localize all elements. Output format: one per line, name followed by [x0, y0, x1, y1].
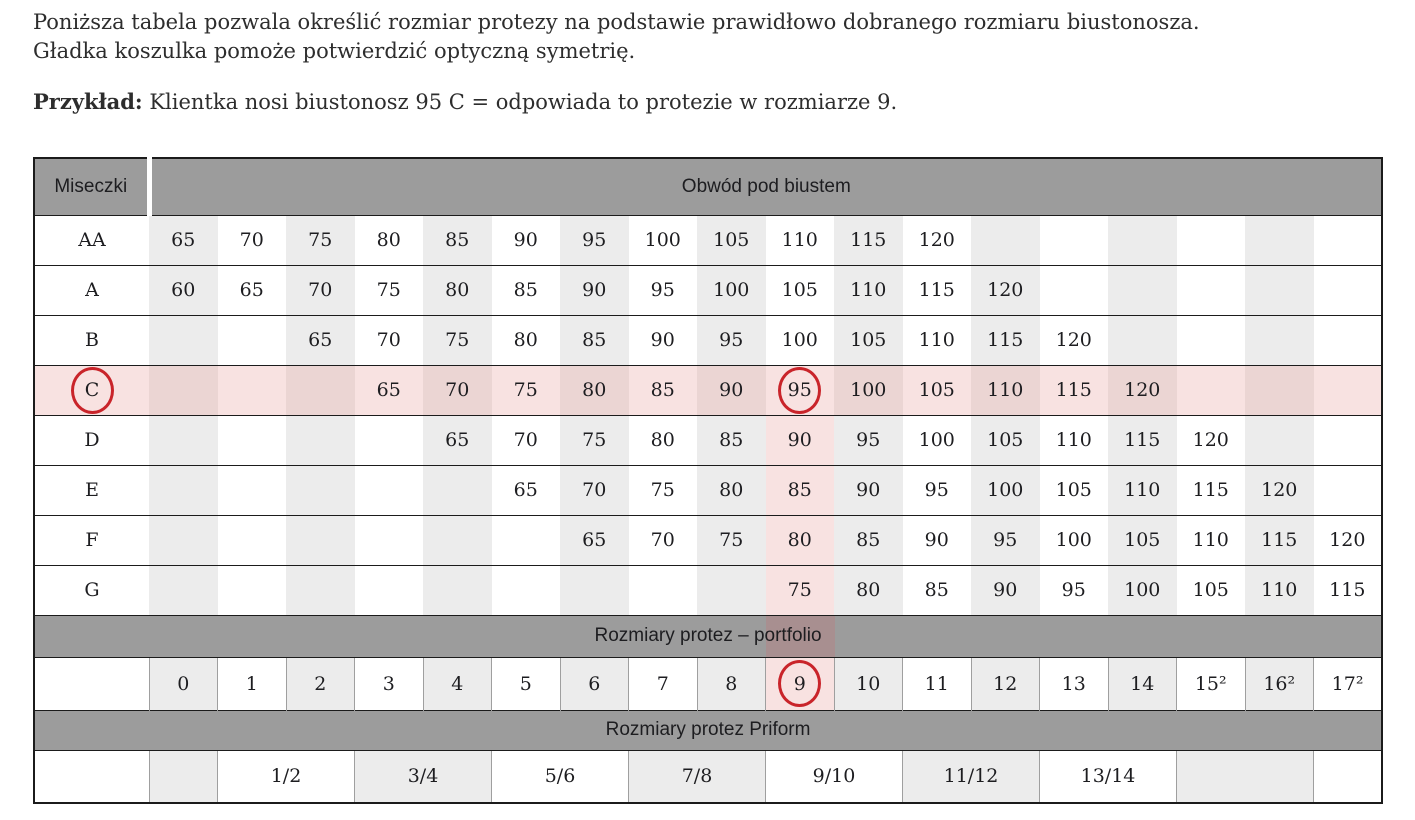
size-cell [218, 415, 287, 465]
size-cell: 105 [1108, 515, 1177, 565]
priform-label-empty [34, 750, 149, 803]
size-cell: 95 [560, 215, 629, 265]
size-cell [1245, 315, 1314, 365]
portfolio-cell: 0 [149, 657, 218, 710]
cup-row-G [34, 565, 1382, 615]
size-cell [218, 565, 287, 615]
size-cell [1314, 415, 1383, 465]
example-label: Przykład: [33, 89, 143, 114]
priform-cell: 13/14 [1040, 750, 1177, 803]
highlight-circle: 9 [778, 660, 821, 707]
size-cell: 65 [492, 465, 561, 515]
size-cell: 65 [423, 415, 492, 465]
size-cell: 70 [629, 515, 698, 565]
portfolio-cell: 10 [834, 657, 903, 710]
portfolio-cell: 13 [1040, 657, 1109, 710]
portfolio-cell: 16² [1245, 657, 1314, 710]
size-cell: 110 [766, 215, 835, 265]
size-cell: 120 [1108, 365, 1177, 415]
size-cell: 110 [1245, 565, 1314, 615]
size-cell: 75 [560, 415, 629, 465]
size-cell [149, 415, 218, 465]
size-cell: 120 [1040, 315, 1109, 365]
size-cell [355, 415, 424, 465]
portfolio-cell: 7 [629, 657, 698, 710]
size-cell: 85 [492, 265, 561, 315]
highlight-circle: C [71, 367, 114, 414]
priform-cell: 3/4 [355, 750, 492, 803]
band-header-priform: Rozmiary protez Priform [34, 710, 1382, 750]
size-cell: 85 [766, 465, 835, 515]
portfolio-cell: 8 [697, 657, 766, 710]
size-cell [1245, 415, 1314, 465]
size-cell [286, 465, 355, 515]
portfolio-cell: 1 [218, 657, 287, 710]
size-cell: 100 [697, 265, 766, 315]
portfolio-cell: 12 [971, 657, 1040, 710]
size-cell: 75 [629, 465, 698, 515]
size-cell: 70 [286, 265, 355, 315]
cup-label-B: B [34, 315, 149, 365]
size-cell: 90 [697, 365, 766, 415]
cup-row-C [34, 365, 1382, 415]
cup-label-AA: AA [34, 215, 149, 265]
priform-cell [149, 750, 218, 803]
size-cell: 85 [560, 315, 629, 365]
size-cell: 110 [1040, 415, 1109, 465]
intro-line-2: Gładka koszulka pomoże potwierdzić optyczną symetrię. [33, 39, 636, 63]
size-cell: 105 [903, 365, 972, 415]
size-cell [1314, 265, 1383, 315]
size-cell: 100 [903, 415, 972, 465]
size-cell: 105 [697, 215, 766, 265]
size-cell: 120 [1314, 515, 1383, 565]
size-cell: 80 [560, 365, 629, 415]
size-cell: 105 [834, 315, 903, 365]
size-cell [629, 565, 698, 615]
highlight-circle: 95 [778, 367, 821, 414]
size-cell: 105 [1040, 465, 1109, 515]
size-cell: 75 [355, 265, 424, 315]
size-cell [1177, 315, 1246, 365]
size-cell [423, 515, 492, 565]
size-cell [355, 515, 424, 565]
intro-line-1: Poniższa tabela pozwala określić rozmiar protezy na podstawie prawidłowo dobranego rozmiaru biustonosza. [33, 10, 1200, 34]
size-cell: 65 [355, 365, 424, 415]
priform-cell [1177, 750, 1314, 803]
priform-cell: 1/2 [218, 750, 355, 803]
priform-cell: 7/8 [629, 750, 766, 803]
size-cell: 65 [149, 215, 218, 265]
size-cell: 100 [629, 215, 698, 265]
size-cell: 75 [423, 315, 492, 365]
size-cell: 80 [492, 315, 561, 365]
size-cell [149, 515, 218, 565]
size-cell [1314, 365, 1383, 415]
size-cell: 80 [355, 215, 424, 265]
size-cell: 70 [423, 365, 492, 415]
size-cell: 80 [697, 465, 766, 515]
portfolio-cell: 3 [355, 657, 424, 710]
size-cell: 110 [834, 265, 903, 315]
size-cell [286, 565, 355, 615]
size-cell [1108, 215, 1177, 265]
cup-row-E [34, 465, 1382, 515]
size-cell [286, 365, 355, 415]
size-cell: 85 [834, 515, 903, 565]
size-cell [423, 565, 492, 615]
size-cell: 80 [629, 415, 698, 465]
size-cell: 75 [697, 515, 766, 565]
size-cell: 90 [834, 465, 903, 515]
portfolio-cell: 2 [286, 657, 355, 710]
cup-label-D: D [34, 415, 149, 465]
size-cell: 80 [834, 565, 903, 615]
cup-row-D [34, 415, 1382, 465]
size-cell: 115 [1245, 515, 1314, 565]
size-table [33, 157, 1383, 804]
size-cell [1177, 215, 1246, 265]
size-cell: 90 [903, 515, 972, 565]
size-cell: 90 [492, 215, 561, 265]
cup-label-A: A [34, 265, 149, 315]
cup-label-C [34, 365, 149, 415]
size-cell: 90 [766, 415, 835, 465]
cup-label-F: F [34, 515, 149, 565]
size-cell: 110 [971, 365, 1040, 415]
portfolio-header-row [34, 615, 1382, 657]
size-cell: 70 [560, 465, 629, 515]
size-cell [218, 365, 287, 415]
size-cell: 70 [218, 215, 287, 265]
size-cell [492, 565, 561, 615]
size-cell: 100 [834, 365, 903, 415]
size-cell: 120 [971, 265, 1040, 315]
size-cell [218, 315, 287, 365]
size-cell [697, 565, 766, 615]
size-cell: 95 [834, 415, 903, 465]
size-cell: 95 [903, 465, 972, 515]
size-cell [1314, 465, 1383, 515]
intro-paragraph [33, 8, 1415, 66]
priform-cell: 11/12 [903, 750, 1040, 803]
size-cell: 115 [903, 265, 972, 315]
size-cell: 80 [423, 265, 492, 315]
size-cell [1040, 265, 1109, 315]
size-cell: 120 [1177, 415, 1246, 465]
size-cell [971, 215, 1040, 265]
size-cell: 105 [1177, 565, 1246, 615]
size-cell: 95 [1040, 565, 1109, 615]
size-cell [766, 365, 835, 415]
size-cell: 85 [903, 565, 972, 615]
size-cell [1177, 365, 1246, 415]
cup-row-A [34, 265, 1382, 315]
cup-label-E: E [34, 465, 149, 515]
size-cell: 95 [697, 315, 766, 365]
size-cell: 105 [766, 265, 835, 315]
size-cell [355, 565, 424, 615]
portfolio-cell: 11 [903, 657, 972, 710]
size-cell: 110 [1177, 515, 1246, 565]
portfolio-cell: 17² [1314, 657, 1383, 710]
size-cell: 115 [1314, 565, 1383, 615]
size-cell [1245, 365, 1314, 415]
priform-row [34, 750, 1382, 803]
size-cell: 85 [697, 415, 766, 465]
portfolio-cell: 6 [560, 657, 629, 710]
size-cell [560, 565, 629, 615]
size-cell: 95 [971, 515, 1040, 565]
priform-body [34, 750, 1382, 803]
size-cell: 115 [1040, 365, 1109, 415]
band-header-underbust: Obwód pod biustem [149, 158, 1382, 215]
size-cell [218, 515, 287, 565]
size-cell [149, 315, 218, 365]
size-cell [492, 515, 561, 565]
size-cell [218, 465, 287, 515]
size-cell: 120 [1245, 465, 1314, 515]
size-cell: 65 [560, 515, 629, 565]
size-cell [286, 515, 355, 565]
priform-cell [1314, 750, 1383, 803]
size-cell [1245, 265, 1314, 315]
priform-header-row [34, 710, 1382, 750]
size-cell: 100 [971, 465, 1040, 515]
priform-cell: 9/10 [766, 750, 903, 803]
size-cell: 70 [492, 415, 561, 465]
size-cell: 65 [218, 265, 287, 315]
size-cell: 75 [766, 565, 835, 615]
size-cell: 115 [834, 215, 903, 265]
portfolio-cell: 5 [492, 657, 561, 710]
portfolio-cell [766, 657, 835, 710]
size-cell [149, 565, 218, 615]
size-cell: 100 [1040, 515, 1109, 565]
cup-row-AA [34, 215, 1382, 265]
size-cell: 90 [971, 565, 1040, 615]
example-text: Klientka nosi biustonosz 95 C = odpowiada to protezie w rozmiarze 9. [142, 90, 898, 114]
size-cell: 115 [971, 315, 1040, 365]
portfolio-body [34, 657, 1382, 710]
size-cell: 110 [903, 315, 972, 365]
size-cell: 85 [629, 365, 698, 415]
size-cell: 100 [766, 315, 835, 365]
size-cell [1177, 265, 1246, 315]
example-paragraph [33, 87, 1415, 117]
priform-cell: 5/6 [492, 750, 629, 803]
size-cell: 80 [766, 515, 835, 565]
size-cell [149, 365, 218, 415]
size-cell: 95 [629, 265, 698, 315]
size-cell: 65 [286, 315, 355, 365]
size-cell: 105 [971, 415, 1040, 465]
portfolio-label-empty [34, 657, 149, 710]
size-cell [423, 465, 492, 515]
portfolio-cell: 15² [1177, 657, 1246, 710]
size-cell [1040, 215, 1109, 265]
header-row [34, 158, 1382, 215]
size-cell: 120 [903, 215, 972, 265]
size-cell [355, 465, 424, 515]
size-cell: 100 [1108, 565, 1177, 615]
cup-rows-body [34, 215, 1382, 615]
corner-header: Miseczki [34, 158, 149, 215]
portfolio-cell: 14 [1108, 657, 1177, 710]
cup-label-G: G [34, 565, 149, 615]
portfolio-row [34, 657, 1382, 710]
portfolio-cell: 4 [423, 657, 492, 710]
size-cell [1108, 265, 1177, 315]
cup-row-F [34, 515, 1382, 565]
size-cell [149, 465, 218, 515]
size-cell: 60 [149, 265, 218, 315]
size-cell [1314, 315, 1383, 365]
band-header-portfolio: Rozmiary protez – portfolio [34, 615, 1382, 657]
cup-row-B [34, 315, 1382, 365]
size-cell [1245, 215, 1314, 265]
size-cell [1314, 215, 1383, 265]
size-cell: 90 [560, 265, 629, 315]
size-cell: 75 [286, 215, 355, 265]
size-cell [286, 415, 355, 465]
size-cell: 110 [1108, 465, 1177, 515]
size-cell: 115 [1177, 465, 1246, 515]
size-cell: 70 [355, 315, 424, 365]
size-cell [1108, 315, 1177, 365]
size-cell: 115 [1108, 415, 1177, 465]
size-cell: 85 [423, 215, 492, 265]
size-cell: 90 [629, 315, 698, 365]
size-cell: 75 [492, 365, 561, 415]
